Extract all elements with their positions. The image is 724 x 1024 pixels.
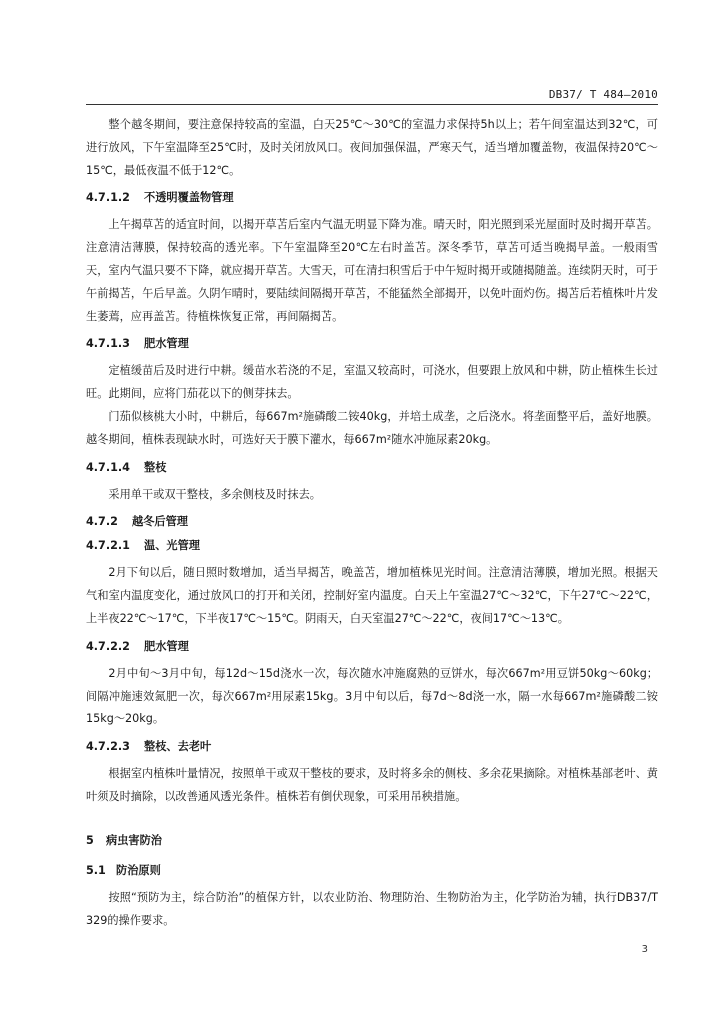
document-standard-code: DB37/ T 484—2010 [548, 88, 658, 101]
section-title: 越冬后管理 [132, 515, 188, 529]
section-title: 整枝 [144, 460, 167, 474]
section-number: 4.7.2.3 [86, 740, 130, 754]
section-title: 病虫害防治 [106, 833, 162, 847]
section-title: 不透明覆盖物管理 [144, 191, 234, 205]
body-paragraph: 按照“预防为主，综合防治”的植保方针，以农业防治、物理防治、生物防治为主，化学防治为辅，执行DB37/T 329的操作要求。 [86, 890, 658, 927]
body-paragraph: 门茄似核桃大小时，中耕后，每667m²施磷酸二铵40kg，并培土成垄，之后浇水。将垄面整平后，盖好地膜。越冬期间，植株表现缺水时，可选好天于膜下灌水，每667m²随水冲施尿素20kg。 [86, 409, 658, 446]
body-paragraph: 定植缓苗后及时进行中耕。缓苗水若浇的不足，室温又较高时，可浇水，但要跟上放风和中耕，防止植株生长过旺。此期间，应将门茄花以下的侧芽抹去。 [86, 364, 658, 401]
section-heading [86, 833, 658, 849]
section-number: 4.7.1.2 [86, 191, 130, 205]
page-number: 3 [641, 944, 648, 955]
section-heading [86, 190, 658, 206]
section-heading [86, 639, 658, 655]
section-title: 防治原则 [116, 863, 161, 877]
body-paragraph: 采用单干或双干整枝，多余侧枝及时抹去。 [108, 487, 321, 501]
section-title: 肥水管理 [144, 337, 189, 351]
section-number: 4.7.2.1 [86, 539, 130, 553]
body-paragraph: 根据室内植株叶量情况，按照单干或双干整枝的要求，及时将多余的侧枝、多余花果摘除。对植株基部老叶、黄叶须及时摘除，以改善通风透光条件。植株若有倒伏现象，可采用吊秧措施。 [86, 767, 658, 803]
section-number: 4.7.2 [86, 515, 118, 529]
section-heading [86, 514, 658, 530]
section-number: 5 [86, 833, 94, 847]
section-title: 温、光管理 [144, 539, 200, 553]
section-heading [86, 336, 658, 352]
document-body [86, 114, 658, 932]
section-heading [86, 460, 658, 476]
section-heading [86, 538, 658, 554]
section-number: 4.7.2.2 [86, 639, 130, 653]
section-title: 肥水管理 [144, 639, 189, 653]
body-paragraph: 整个越冬期间，要注意保持较高的室温，白天25℃～30℃的室温力求保持5h以上；若午间室温达到32℃，可进行放风，下午室温降至25℃时，及时关闭放风口。夜间加强保温，严寒天气，适当增加覆盖物，夜温保持20℃～15℃，最低夜温不低于12℃。 [86, 118, 658, 177]
section-number: 4.7.1.3 [86, 337, 130, 351]
section-heading [86, 863, 658, 879]
section-title: 整枝、去老叶 [144, 740, 212, 754]
header-divider [86, 104, 658, 105]
section-number: 5.1 [86, 863, 106, 877]
body-paragraph: 2月中旬～3月中旬，每12d～15d浇水一次，每次随水冲施腐熟的豆饼水，每次667m²用豆饼50kg～60kg；间隔冲施速效氮肥一次，每次667m²用尿素15kg。3月中旬以后，每7d～8d浇一水，隔一水每667m²施磷酸二铵15kg～20kg。 [86, 666, 658, 726]
body-paragraph: 2月下旬以后，随日照时数增加，适当早揭苫，晚盖苫，增加植株见光时间。注意清洁薄膜，增加光照。根据天气和室内温度变化，通过放风口的打开和关闭，控制好室内温度。白天上午室温27℃～32℃，下午27℃～22℃，上半夜22℃～17℃，下半夜17℃～15℃。阴雨天，白天室温27℃～22℃，夜间17℃～13℃。 [86, 566, 658, 625]
section-number: 4.7.1.4 [86, 460, 130, 474]
body-paragraph: 上午揭草苫的适宜时间，以揭开草苫后室内气温无明显下降为准。晴天时，阳光照到采光屋面时及时揭开草苫。注意清洁薄膜，保持较高的透光率。下午室温降至20℃左右时盖苫。深冬季节，草苫可适当晚揭早盖。一般雨雪天，室内气温只要不下降，就应揭开草苫。大雪天，可在清扫积雪后于中午短时揭开或随揭随盖。连续阴天时，可于午前揭苫，午后早盖。久阴乍晴时，要陆续间隔揭开草苫，不能猛然全部揭开，以免叶面灼伤。揭苫后若植株叶片发生萎蔫，应再盖苫。待植株恢复正常，再间隔揭苫。 [86, 218, 658, 323]
section-heading [86, 739, 658, 755]
